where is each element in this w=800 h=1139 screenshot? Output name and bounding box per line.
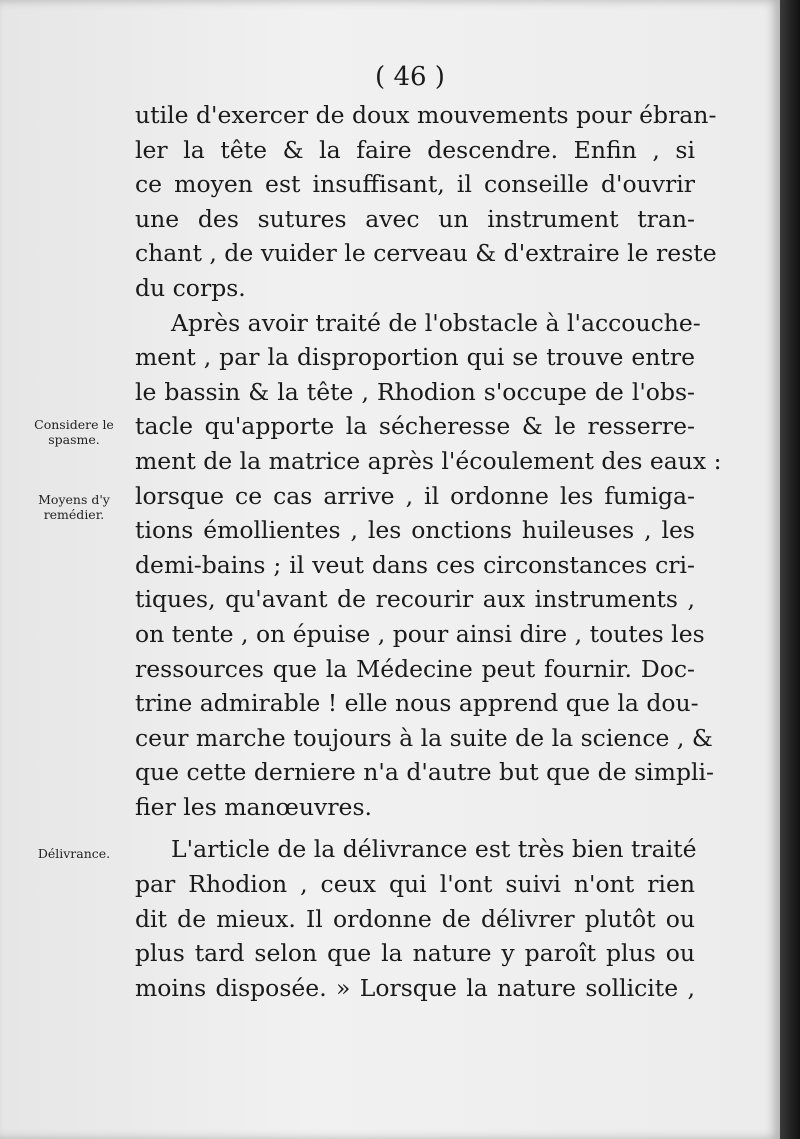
text-line: que cette derniere n'a d'autre but que de simpli- [135,758,714,787]
margin-note-line: Délivrance. [37,846,111,861]
text-line: L'article de la délivrance est très bien traité [171,835,697,864]
body-text [135,98,722,1005]
margin-note-line: Considere le [34,417,114,432]
text-line: chant , de vuider le cerveau & d'extraire le reste [135,239,717,268]
text-line: fier les manœuvres. [135,792,372,821]
margin-note-line: remédier. [43,507,105,522]
margin-note-remedier [18,492,130,522]
text-line: on tente , on épuise , pour ainsi dire , toutes les [135,619,705,648]
text-line: ressources que la Médecine peut fournir. Doc- [135,654,695,683]
margin-note-line: Moyens d'y [38,492,110,507]
text-line: tiques, qu'avant de recourir aux instruments , [135,585,695,614]
paragraph-gap [135,824,695,832]
margin-note-delivrance [18,846,130,861]
text-line: demi-bains ; il veut dans ces circonstances cri- [135,550,695,579]
text-line: utile d'exercer de doux mouvements pour ébran- [135,101,717,129]
page-number: ( 46 ) [375,62,445,92]
text-line: trine admirable ! elle nous apprend que la dou- [135,689,699,718]
page-edge-shadow [780,0,800,1139]
margin-note-line: spasme. [48,432,100,447]
text-line: ce moyen est insuffisant, il conseille d'ouvrir [135,170,695,199]
text-line: tions émollientes , les onctions huileuses , les [135,516,695,545]
text-line: le bassin & la tête , Rhodion s'occupe de l'obs- [135,377,695,406]
text-line: Après avoir traité de l'obstacle à l'accouche- [171,308,701,337]
text-line: lorsque ce cas arrive , il ordonne les fumiga- [135,481,695,510]
text-line: tacle qu'apporte la sécheresse & le resserre- [135,412,695,441]
margin-note-spasme [18,417,130,447]
text-line: du corps. [135,273,246,302]
text-line: ceur marche toujours à la suite de la science , & [135,723,713,752]
text-line: ler la tête & la faire descendre. Enfin , si [135,135,695,164]
text-line: dit de mieux. Il ordonne de délivrer plutôt ou [135,904,695,933]
text-line: une des sutures avec un instrument tran- [135,204,695,233]
text-line: ment de la matrice après l'écoulement des eaux : [135,446,722,475]
text-line: plus tard selon que la nature y paroît plus ou [135,939,695,968]
text-line: moins disposée. » Lorsque la nature sollicite , [135,973,695,1002]
paragraph-2 [135,306,722,825]
text-line: par Rhodion , ceux qui l'ont suivi n'ont rien [135,870,695,899]
paragraph-1 [135,98,717,306]
paragraph-3 [135,832,695,1005]
text-line: ment , par la disproportion qui se trouve entre [135,343,695,372]
